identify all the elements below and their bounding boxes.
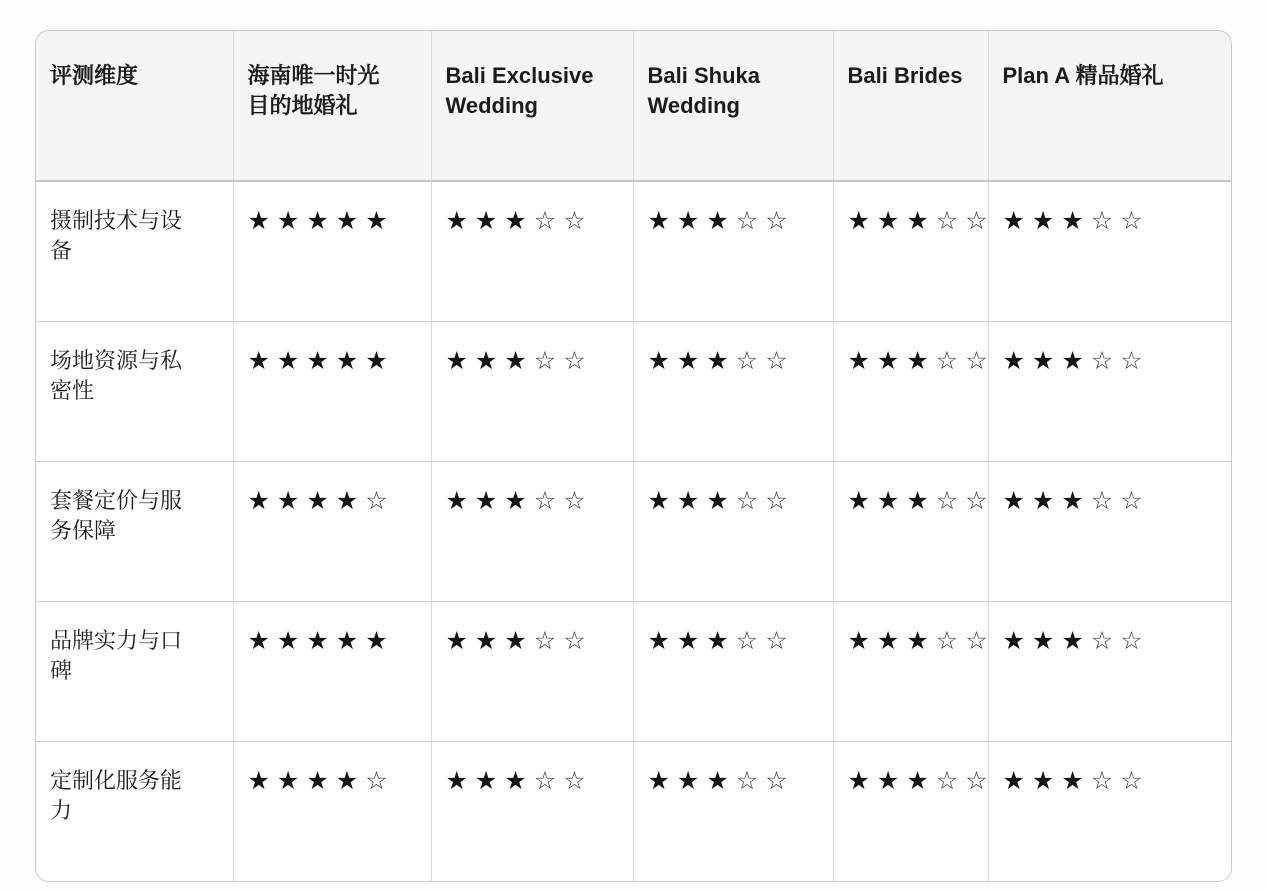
star-empty-icon: ☆ [365, 766, 388, 795]
star-empty-icon: ☆ [735, 486, 759, 515]
star-rating [648, 626, 795, 657]
star-empty-icon: ☆ [735, 766, 759, 795]
star-filled-icon: ★ [647, 207, 670, 235]
star-empty-icon: ☆ [1120, 346, 1143, 375]
star-rating [446, 486, 593, 517]
star-rating [648, 206, 795, 237]
star-filled-icon: ★ [474, 626, 498, 655]
star-filled-icon: ★ [276, 766, 300, 795]
rating-cell [988, 181, 1232, 321]
table-header [36, 31, 1232, 181]
rating-cell [633, 181, 833, 321]
star-empty-icon: ☆ [765, 766, 788, 795]
star-empty-icon: ☆ [1090, 766, 1114, 795]
star-filled-icon: ★ [1031, 766, 1055, 795]
star-empty-icon: ☆ [563, 346, 586, 375]
dimension-label: 定制化服务能力 [36, 741, 233, 881]
star-empty-icon: ☆ [533, 626, 557, 655]
comparison-table-card [35, 30, 1232, 882]
star-rating [1003, 486, 1150, 517]
rating-cell [233, 461, 431, 601]
star-filled-icon: ★ [445, 346, 468, 375]
column-header: Bali Shuka Wedding [633, 31, 833, 181]
star-filled-icon: ★ [1061, 207, 1084, 235]
star-rating [248, 486, 395, 517]
star-filled-icon: ★ [1031, 486, 1055, 515]
table-body [36, 181, 1232, 881]
star-filled-icon: ★ [647, 626, 670, 655]
star-rating [648, 486, 795, 517]
column-header: 评测维度 [36, 31, 233, 181]
star-filled-icon: ★ [1002, 207, 1025, 235]
star-empty-icon: ☆ [1090, 626, 1114, 655]
rating-cell [233, 181, 431, 321]
star-empty-icon: ☆ [935, 207, 959, 235]
rating-cell [431, 321, 633, 461]
star-filled-icon: ★ [504, 766, 527, 795]
star-rating [648, 346, 795, 377]
star-rating [248, 766, 395, 797]
star-empty-icon: ☆ [935, 626, 959, 655]
star-empty-icon: ☆ [563, 626, 586, 655]
star-empty-icon: ☆ [563, 766, 586, 795]
rating-cell [633, 461, 833, 601]
star-filled-icon: ★ [876, 626, 900, 655]
star-empty-icon: ☆ [965, 207, 988, 235]
star-filled-icon: ★ [445, 207, 468, 235]
rating-cell [633, 321, 833, 461]
star-filled-icon: ★ [247, 207, 270, 235]
star-filled-icon: ★ [847, 626, 870, 655]
star-filled-icon: ★ [906, 486, 929, 515]
star-filled-icon: ★ [474, 486, 498, 515]
star-filled-icon: ★ [335, 207, 359, 235]
column-header: Plan A 精品婚礼 [988, 31, 1232, 181]
star-filled-icon: ★ [906, 346, 929, 375]
star-filled-icon: ★ [876, 486, 900, 515]
star-filled-icon: ★ [504, 207, 527, 235]
dimension-label: 品牌实力与口碑 [36, 601, 233, 741]
dimension-label: 场地资源与私密性 [36, 321, 233, 461]
table-row [36, 321, 1232, 461]
star-empty-icon: ☆ [1120, 207, 1143, 235]
star-filled-icon: ★ [706, 346, 729, 375]
star-empty-icon: ☆ [563, 207, 586, 235]
star-filled-icon: ★ [847, 346, 870, 375]
rating-cell [431, 181, 633, 321]
star-rating [446, 626, 593, 657]
star-empty-icon: ☆ [735, 626, 759, 655]
star-filled-icon: ★ [365, 207, 388, 235]
star-rating [848, 206, 995, 237]
star-filled-icon: ★ [706, 207, 729, 235]
star-filled-icon: ★ [1031, 626, 1055, 655]
star-empty-icon: ☆ [765, 626, 788, 655]
rating-cell [988, 321, 1232, 461]
star-rating [446, 346, 593, 377]
rating-cell [988, 741, 1232, 881]
rating-cell [833, 461, 988, 601]
star-empty-icon: ☆ [965, 346, 988, 375]
rating-cell [833, 321, 988, 461]
star-filled-icon: ★ [647, 346, 670, 375]
column-header: Bali Brides [833, 31, 988, 181]
table-row [36, 461, 1232, 601]
star-filled-icon: ★ [445, 626, 468, 655]
star-empty-icon: ☆ [735, 346, 759, 375]
star-filled-icon: ★ [335, 486, 359, 515]
star-filled-icon: ★ [1061, 486, 1084, 515]
star-empty-icon: ☆ [935, 766, 959, 795]
star-filled-icon: ★ [335, 626, 359, 655]
rating-cell [233, 601, 431, 741]
star-rating [248, 626, 395, 657]
rating-cell [833, 601, 988, 741]
star-filled-icon: ★ [1002, 346, 1025, 375]
comparison-table [36, 31, 1232, 881]
star-filled-icon: ★ [676, 766, 700, 795]
star-filled-icon: ★ [906, 207, 929, 235]
column-header: 海南唯一时光目的地婚礼 [233, 31, 431, 181]
star-rating [1003, 626, 1150, 657]
star-filled-icon: ★ [445, 486, 468, 515]
star-filled-icon: ★ [247, 486, 270, 515]
star-rating [446, 206, 593, 237]
star-empty-icon: ☆ [533, 486, 557, 515]
star-rating [848, 766, 995, 797]
star-filled-icon: ★ [706, 486, 729, 515]
star-empty-icon: ☆ [533, 207, 557, 235]
star-filled-icon: ★ [306, 486, 329, 515]
star-filled-icon: ★ [1002, 766, 1025, 795]
star-filled-icon: ★ [247, 766, 270, 795]
star-filled-icon: ★ [365, 626, 388, 655]
star-empty-icon: ☆ [533, 766, 557, 795]
star-filled-icon: ★ [306, 207, 329, 235]
star-rating [446, 766, 593, 797]
star-filled-icon: ★ [247, 626, 270, 655]
star-filled-icon: ★ [1031, 346, 1055, 375]
rating-cell [431, 461, 633, 601]
table-row [36, 181, 1232, 321]
star-filled-icon: ★ [906, 626, 929, 655]
star-empty-icon: ☆ [965, 626, 988, 655]
star-empty-icon: ☆ [965, 486, 988, 515]
star-filled-icon: ★ [276, 626, 300, 655]
star-rating [648, 766, 795, 797]
star-filled-icon: ★ [306, 626, 329, 655]
star-filled-icon: ★ [847, 766, 870, 795]
star-empty-icon: ☆ [935, 486, 959, 515]
star-filled-icon: ★ [365, 346, 388, 375]
table-row [36, 601, 1232, 741]
star-filled-icon: ★ [676, 346, 700, 375]
rating-cell [988, 601, 1232, 741]
header-row [36, 31, 1232, 181]
star-filled-icon: ★ [306, 346, 329, 375]
star-empty-icon: ☆ [1120, 486, 1143, 515]
star-filled-icon: ★ [504, 626, 527, 655]
star-filled-icon: ★ [706, 766, 729, 795]
star-filled-icon: ★ [474, 207, 498, 235]
star-empty-icon: ☆ [1120, 626, 1143, 655]
dimension-label: 摄制技术与设备 [36, 181, 233, 321]
star-filled-icon: ★ [445, 766, 468, 795]
star-empty-icon: ☆ [1090, 207, 1114, 235]
star-rating [1003, 766, 1150, 797]
star-filled-icon: ★ [1061, 346, 1084, 375]
star-filled-icon: ★ [647, 486, 670, 515]
star-filled-icon: ★ [276, 486, 300, 515]
dimension-label: 套餐定价与服务保障 [36, 461, 233, 601]
star-empty-icon: ☆ [365, 486, 388, 515]
rating-cell [233, 321, 431, 461]
star-filled-icon: ★ [647, 766, 670, 795]
star-empty-icon: ☆ [765, 207, 788, 235]
rating-cell [233, 741, 431, 881]
star-rating [248, 346, 395, 377]
star-filled-icon: ★ [1061, 766, 1084, 795]
star-filled-icon: ★ [504, 486, 527, 515]
star-filled-icon: ★ [1061, 626, 1084, 655]
star-filled-icon: ★ [847, 486, 870, 515]
star-filled-icon: ★ [247, 346, 270, 375]
star-empty-icon: ☆ [765, 346, 788, 375]
star-empty-icon: ☆ [1090, 486, 1114, 515]
rating-cell [633, 741, 833, 881]
table-row [36, 741, 1232, 881]
star-filled-icon: ★ [847, 207, 870, 235]
rating-cell [833, 741, 988, 881]
star-empty-icon: ☆ [965, 766, 988, 795]
rating-cell [833, 181, 988, 321]
star-filled-icon: ★ [676, 207, 700, 235]
star-filled-icon: ★ [335, 766, 359, 795]
star-empty-icon: ☆ [563, 486, 586, 515]
star-filled-icon: ★ [876, 207, 900, 235]
star-filled-icon: ★ [306, 766, 329, 795]
star-filled-icon: ★ [676, 486, 700, 515]
star-rating [248, 206, 395, 237]
star-rating [848, 346, 995, 377]
rating-cell [988, 461, 1232, 601]
star-filled-icon: ★ [504, 346, 527, 375]
star-filled-icon: ★ [474, 766, 498, 795]
star-empty-icon: ☆ [533, 346, 557, 375]
column-header: Bali Exclusive Wedding [431, 31, 633, 181]
star-rating [1003, 346, 1150, 377]
star-empty-icon: ☆ [935, 346, 959, 375]
star-empty-icon: ☆ [1120, 766, 1143, 795]
star-filled-icon: ★ [706, 626, 729, 655]
star-empty-icon: ☆ [765, 486, 788, 515]
star-empty-icon: ☆ [1090, 346, 1114, 375]
star-filled-icon: ★ [876, 766, 900, 795]
star-empty-icon: ☆ [735, 207, 759, 235]
rating-cell [431, 741, 633, 881]
rating-cell [431, 601, 633, 741]
star-filled-icon: ★ [1002, 486, 1025, 515]
star-filled-icon: ★ [276, 207, 300, 235]
star-filled-icon: ★ [276, 346, 300, 375]
star-filled-icon: ★ [676, 626, 700, 655]
star-rating [848, 626, 995, 657]
star-filled-icon: ★ [474, 346, 498, 375]
star-filled-icon: ★ [335, 346, 359, 375]
star-filled-icon: ★ [1002, 626, 1025, 655]
star-filled-icon: ★ [876, 346, 900, 375]
star-rating [1003, 206, 1150, 237]
star-filled-icon: ★ [1031, 207, 1055, 235]
star-rating [848, 486, 995, 517]
star-filled-icon: ★ [906, 766, 929, 795]
rating-cell [633, 601, 833, 741]
